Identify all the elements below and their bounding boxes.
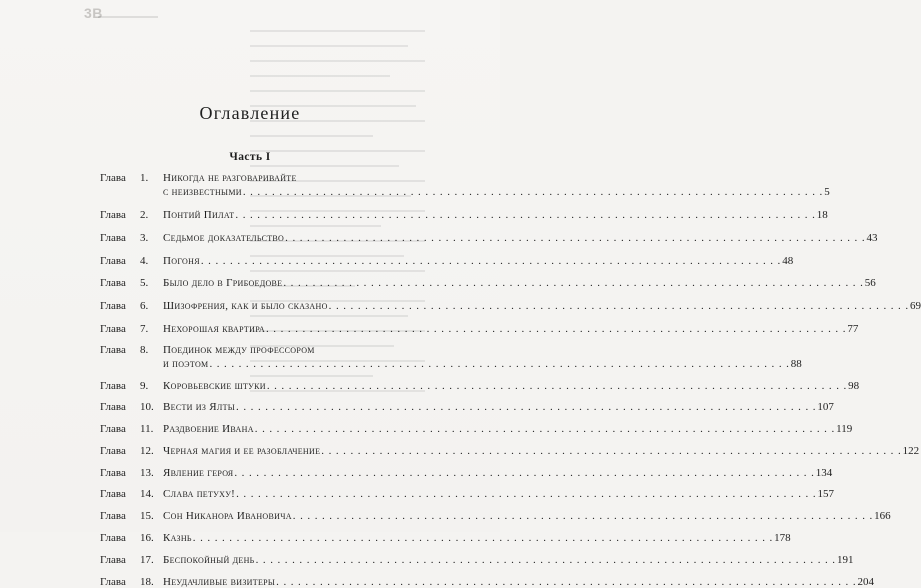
chapter-title: Шизофрения, как и было сказано bbox=[163, 300, 328, 312]
chapter-title: Сон Никанора Ивановича bbox=[163, 510, 292, 522]
chapter-word: Глава bbox=[100, 209, 126, 221]
page-number: 69 bbox=[910, 300, 921, 312]
chapter-word: Глава bbox=[100, 343, 126, 356]
chapter-title: Понтий Пилат bbox=[163, 209, 235, 221]
show-through-header bbox=[98, 8, 188, 18]
toc-entry[interactable] bbox=[100, 232, 878, 244]
chapter-title: Погоня bbox=[163, 254, 200, 267]
chapter-number: 2. bbox=[140, 209, 149, 221]
dot-leader: . . . . . . . . . . . . . . . . . . . . . . . . . . . . . . . . . . . . . . . . . . . . . . . . . . . . . . . . . . . . . . . . . . . . . . . . . . . . . . . . bbox=[200, 254, 782, 267]
page-number: 119 bbox=[836, 422, 853, 435]
page-number: 98 bbox=[848, 379, 860, 392]
running-header-page-number: 3B bbox=[84, 5, 103, 21]
page-number: 157 bbox=[817, 488, 834, 500]
chapter-word: Глава bbox=[100, 576, 126, 588]
toc-title: Оглавление bbox=[199, 103, 301, 123]
page-number: 122 bbox=[902, 444, 920, 457]
page-number: 5 bbox=[824, 186, 830, 198]
chapter-number: 12. bbox=[140, 444, 154, 457]
chapter-number: 15. bbox=[140, 510, 154, 522]
page-number: 48 bbox=[782, 254, 794, 267]
page-number: 77 bbox=[847, 322, 859, 335]
chapter-title: и поэтом bbox=[163, 357, 209, 370]
toc-entry[interactable] bbox=[100, 379, 860, 392]
chapter-number: 16. bbox=[140, 532, 154, 544]
dot-leader: . . . . . . . . . . . . . . . . . . . . . . . . . . . . . . . . . . . . . . . . . . . . . . . . . . . . . . . . . . . . . . . . . . . . . . . . . . . . . . . . bbox=[292, 510, 874, 522]
chapter-number: 8. bbox=[140, 343, 149, 356]
toc-entry[interactable] bbox=[100, 401, 834, 413]
chapter-title: Коровьевские штуки bbox=[163, 379, 266, 392]
toc-entry[interactable] bbox=[100, 466, 833, 479]
dot-leader: . . . . . . . . . . . . . . . . . . . . . . . . . . . . . . . . . . . . . . . . . . . . . . . . . . . . . . . . . . . . . . . . . . . . . . . . . . . . . . . . bbox=[285, 232, 866, 244]
chapter-title: с неизвестными bbox=[163, 186, 242, 198]
toc-entry[interactable] bbox=[100, 322, 859, 335]
dot-leader: . . . . . . . . . . . . . . . . . . . . . . . . . . . . . . . . . . . . . . . . . . . . . . . . . . . . . . . . . . . . . . . . . . . . . . . . . . . . . . . . bbox=[321, 444, 902, 457]
toc-entry[interactable] bbox=[100, 532, 791, 544]
chapter-word: Глава bbox=[100, 322, 126, 335]
chapter-word: Глава bbox=[100, 554, 126, 566]
toc-entry[interactable] bbox=[100, 444, 920, 457]
chapter-title: Беспокойный день bbox=[163, 554, 255, 566]
chapter-number: 4. bbox=[140, 254, 149, 267]
toc-entry[interactable] bbox=[100, 554, 854, 566]
page-number: 166 bbox=[874, 510, 891, 522]
chapter-word: Глава bbox=[100, 300, 126, 312]
chapter-word: Глава bbox=[100, 466, 126, 479]
chapter-number: 11. bbox=[140, 422, 154, 435]
dot-leader: . . . . . . . . . . . . . . . . . . . . . . . . . . . . . . . . . . . . . . . . . . . . . . . . . . . . . . . . . . . . . . . . . . . . . . . . . . . . . . . . bbox=[234, 466, 815, 479]
chapter-title: Явление героя bbox=[163, 466, 234, 479]
chapter-title-line: Поединок между профессором bbox=[163, 343, 315, 356]
page-number: 134 bbox=[815, 466, 833, 479]
page-number: 56 bbox=[864, 277, 876, 289]
dot-leader: . . . . . . . . . . . . . . . . . . . . . . . . . . . . . . . . . . . . . . . . . . . . . . . . . . . . . . . . . . . . . . . . . . . . . . . . . . . . . . . . bbox=[283, 277, 864, 289]
chapter-word: Глава bbox=[100, 422, 126, 435]
chapter-word: Глава bbox=[100, 172, 126, 184]
dot-leader: . . . . . . . . . . . . . . . . . . . . . . . . . . . . . . . . . . . . . . . . . . . . . . . . . . . . . . . . . . . . . . . . . . . . . . . . . . . . . . . . bbox=[236, 488, 817, 500]
chapter-title: Седьмое доказательство bbox=[163, 232, 285, 244]
dot-leader: . . . . . . . . . . . . . . . . . . . . . . . . . . . . . . . . . . . . . . . . . . . . . . . . . . . . . . . . . . . . . . . . . . . . . . . . . . . . . . . . bbox=[235, 209, 816, 221]
chapter-title: Казнь bbox=[163, 532, 192, 544]
chapter-number: 13. bbox=[140, 466, 154, 479]
toc-entry[interactable] bbox=[100, 422, 853, 435]
chapter-word: Глава bbox=[100, 277, 126, 289]
chapter-number: 5. bbox=[140, 277, 149, 289]
dot-leader: . . . . . . . . . . . . . . . . . . . . . . . . . . . . . . . . . . . . . . . . . . . . . . . . . . . . . . . . . . . . . . . . . . . . . . . . . . . . . . . . bbox=[254, 422, 836, 435]
chapter-word: Глава bbox=[100, 488, 126, 500]
dot-leader: . . . . . . . . . . . . . . . . . . . . . . . . . . . . . . . . . . . . . . . . . . . . . . . . . . . . . . . . . . . . . . . . . . . . . . . . . . . . . . . . bbox=[328, 300, 910, 312]
toc-entry[interactable] bbox=[100, 277, 876, 289]
dot-leader: . . . . . . . . . . . . . . . . . . . . . . . . . . . . . . . . . . . . . . . . . . . . . . . . . . . . . . . . . . . . . . . . . . . . . . . . . . . . . . . . bbox=[266, 379, 848, 392]
chapter-title: Нехорошая квартира bbox=[163, 322, 265, 335]
toc-entry[interactable] bbox=[100, 254, 794, 267]
chapter-word: Глава bbox=[100, 232, 126, 244]
toc-entry[interactable] bbox=[100, 510, 891, 522]
chapter-number: 6. bbox=[140, 300, 149, 312]
page-number: 88 bbox=[790, 357, 802, 370]
page-number: 107 bbox=[817, 401, 834, 413]
chapter-title: Черная магия и ее разоблачение bbox=[163, 444, 321, 457]
chapter-number: 9. bbox=[140, 379, 149, 392]
page-number: 204 bbox=[857, 576, 875, 588]
chapter-word: Глава bbox=[100, 379, 126, 392]
dot-leader: . . . . . . . . . . . . . . . . . . . . . . . . . . . . . . . . . . . . . . . . . . . . . . . . . . . . . . . . . . . . . . . . . . . . . . . . . . . . . . . . bbox=[236, 401, 817, 413]
chapter-number: 18. bbox=[140, 576, 154, 588]
page-number: 43 bbox=[866, 232, 878, 244]
chapter-number: 7. bbox=[140, 322, 149, 335]
part-title: Часть I bbox=[229, 151, 271, 163]
page-number: 191 bbox=[836, 554, 854, 566]
toc-entry[interactable] bbox=[100, 300, 921, 312]
toc-entry[interactable] bbox=[100, 488, 834, 500]
dot-leader: . . . . . . . . . . . . . . . . . . . . . . . . . . . . . . . . . . . . . . . . . . . . . . . . . . . . . . . . . . . . . . . . . . . . . . . . . . . . . . . . bbox=[276, 576, 857, 588]
chapter-title: Вести из Ялты bbox=[163, 401, 236, 413]
chapter-number: 14. bbox=[140, 488, 154, 500]
toc-entry[interactable] bbox=[100, 209, 828, 221]
chapter-title: Раздвоение Ивана bbox=[163, 422, 254, 435]
chapter-word: Глава bbox=[100, 510, 126, 522]
chapter-title: Слава петуху! bbox=[163, 488, 236, 500]
toc-entry[interactable] bbox=[100, 576, 875, 588]
page-number: 18 bbox=[816, 209, 828, 221]
chapter-number: 3. bbox=[140, 232, 149, 244]
chapter-number: 1. bbox=[140, 172, 149, 184]
dot-leader: . . . . . . . . . . . . . . . . . . . . . . . . . . . . . . . . . . . . . . . . . . . . . . . . . . . . . . . . . . . . . . . . . . . . . . . . . . . . . . . . bbox=[255, 554, 836, 566]
chapter-word: Глава bbox=[100, 254, 126, 267]
chapter-title-line: Никогда не разговаривайте bbox=[163, 172, 297, 184]
chapter-number: 10. bbox=[140, 401, 154, 413]
dot-leader: . . . . . . . . . . . . . . . . . . . . . . . . . . . . . . . . . . . . . . . . . . . . . . . . . . . . . . . . . . . . . . . . . . . . . . . . . . . . . . . . bbox=[242, 186, 824, 198]
chapter-title: Неудачливые визитеры bbox=[163, 576, 276, 588]
chapter-word: Глава bbox=[100, 532, 126, 544]
chapter-word: Глава bbox=[100, 401, 126, 413]
chapter-word: Глава bbox=[100, 444, 126, 457]
page-number: 178 bbox=[774, 532, 791, 544]
dot-leader: . . . . . . . . . . . . . . . . . . . . . . . . . . . . . . . . . . . . . . . . . . . . . . . . . . . . . . . . . . . . . . . . . . . . . . . . . . . . . . . . bbox=[266, 322, 847, 335]
toc-entry[interactable] bbox=[100, 172, 830, 198]
chapter-number: 17. bbox=[140, 554, 154, 566]
dot-leader: . . . . . . . . . . . . . . . . . . . . . . . . . . . . . . . . . . . . . . . . . . . . . . . . . . . . . . . . . . . . . . . . . . . . . . . . . . . . . . . . bbox=[192, 532, 774, 544]
table-of-contents bbox=[100, 172, 921, 588]
dot-leader: . . . . . . . . . . . . . . . . . . . . . . . . . . . . . . . . . . . . . . . . . . . . . . . . . . . . . . . . . . . . . . . . . . . . . . . . . . . . . . . . bbox=[209, 357, 790, 370]
chapter-title: Было дело в Грибоедове bbox=[163, 277, 283, 289]
toc-entry[interactable] bbox=[100, 343, 802, 370]
